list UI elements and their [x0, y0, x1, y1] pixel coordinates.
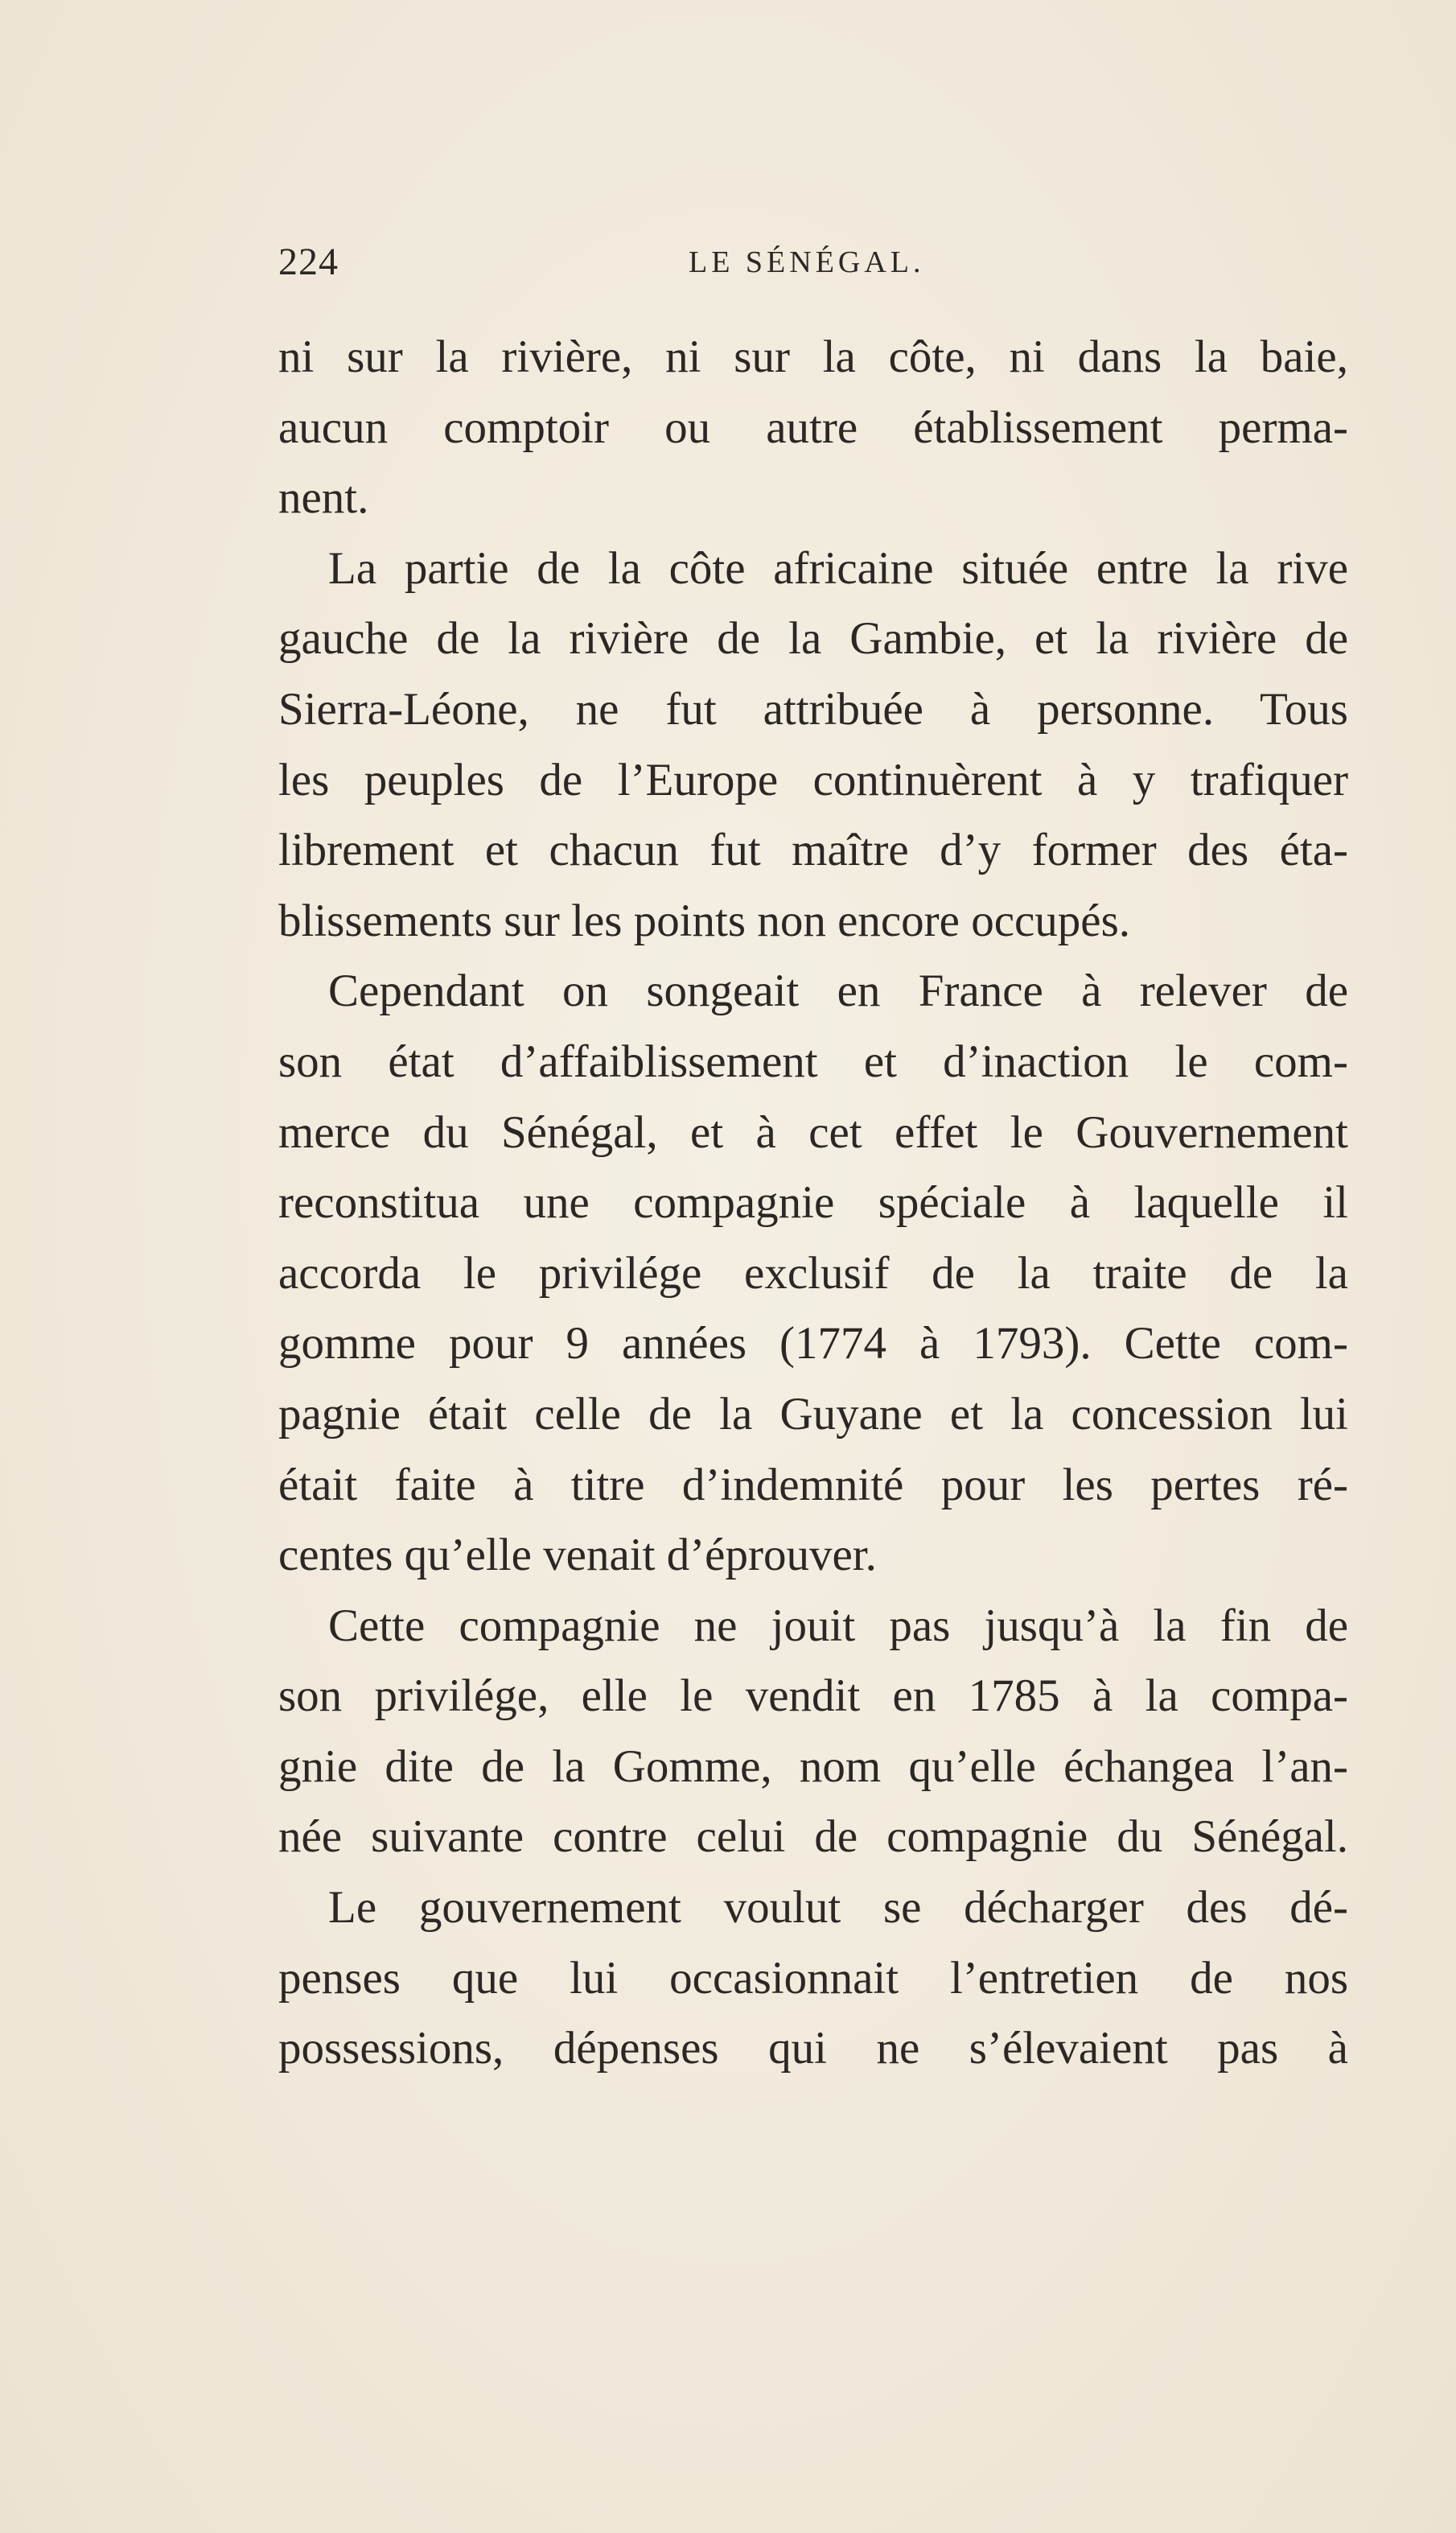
text-line: centes qu’elle venait d’éprouver. — [278, 1530, 877, 1581]
running-title: LE SÉNÉGAL. — [689, 245, 925, 279]
page-header — [278, 240, 1348, 288]
text-line: Cette compagnie ne jouit pas jusqu’à la fin de — [328, 1600, 1348, 1651]
text-line: Cependant on songeait en France à relever de — [328, 966, 1348, 1017]
text-line: son privilége, elle le vendit en 1785 à la compa- — [278, 1670, 1348, 1722]
text-line: librement et chacun fut maître d’y former des éta- — [278, 825, 1348, 876]
page-number: 224 — [278, 241, 339, 283]
text-line: pagnie était celle de la Guyane et la concession lui — [278, 1388, 1348, 1439]
text-line: ni sur la rivière, ni sur la côte, ni dans la baie, — [278, 332, 1348, 382]
text-line: les peuples de l’Europe continuèrent à y trafiquer — [278, 754, 1348, 805]
body-text — [278, 322, 1348, 2084]
text-line: possessions, dépenses qui ne s’élevaient pas à — [278, 2023, 1348, 2074]
text-line: La partie de la côte africaine située entre la rive — [328, 542, 1348, 594]
text-line: merce du Sénégal, et à cet effet le Gouvernement — [278, 1106, 1348, 1158]
text-line: gauche de la rivière de la Gambie, et la rivière de — [278, 613, 1348, 665]
text-line: gomme pour 9 années (1774 à 1793). Cette com- — [278, 1318, 1348, 1369]
text-line: son état d’affaiblissement et d’inaction le com- — [278, 1036, 1348, 1087]
text-line: blissements sur les points non encore occupés. — [278, 895, 1131, 946]
paragraph — [278, 1591, 1348, 1872]
paragraph — [278, 956, 1348, 1590]
paragraph — [278, 1872, 1348, 2084]
text-line: accorda le privilége exclusif de la traite de la — [278, 1247, 1348, 1299]
text-line: aucun comptoir ou autre établissement perma- — [278, 402, 1348, 453]
text-line: née suivante contre celui de compagnie du Sénégal. — [278, 1811, 1348, 1863]
paragraph — [278, 533, 1348, 957]
text-line: penses que lui occasionnait l’entretien de nos — [278, 1952, 1348, 2004]
text-line: reconstitua une compagnie spéciale à laquelle il — [278, 1177, 1348, 1229]
paragraph — [278, 322, 1348, 533]
text-line: était faite à titre d’indemnité pour les pertes ré- — [278, 1459, 1348, 1510]
text-line: gnie dite de la Gomme, nom qu’elle échangea l’an- — [278, 1740, 1348, 1792]
text-line: nent. — [278, 472, 369, 524]
text-line: Sierra-Léone, ne fut attribuée à personne. Tous — [278, 683, 1348, 735]
text-line: Le gouvernement voulut se décharger des dé- — [328, 1882, 1348, 1934]
